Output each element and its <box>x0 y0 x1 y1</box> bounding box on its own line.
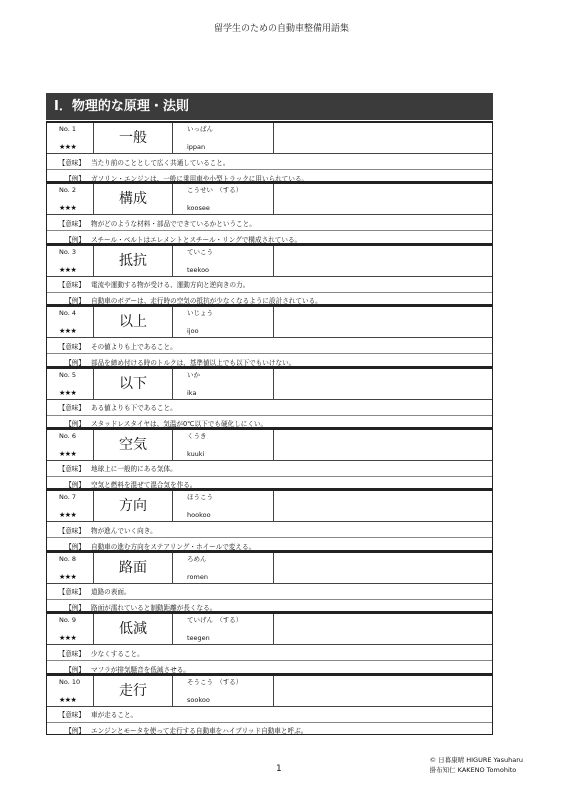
entry-romaji: kuuki <box>187 449 205 458</box>
entry-number-cell <box>47 491 94 521</box>
entry-header-row <box>47 430 492 461</box>
entry-term: 空気 <box>94 430 173 460</box>
meaning-text: ある値よりも下であること。 <box>91 404 177 413</box>
entry-term: 以下 <box>94 369 173 399</box>
entry-number-cell <box>47 369 94 399</box>
entry-kana: いっぱん <box>187 125 213 133</box>
glossary-entry <box>46 305 493 366</box>
entry-number-cell <box>47 184 94 214</box>
entry-header-row <box>47 491 492 522</box>
entry-term: 抵抗 <box>94 246 173 276</box>
example-tag: 【例】 <box>65 235 85 244</box>
star-rating: ★★★ <box>59 143 77 151</box>
glossary-entry <box>46 367 493 428</box>
entry-number: No. 5 <box>59 370 76 379</box>
entry-kana: こうせい （する） <box>187 186 243 195</box>
star-rating: ★★★ <box>59 695 77 704</box>
entry-romaji: ika <box>187 388 197 397</box>
entry-header-row <box>47 553 492 584</box>
entry-romaji: teekoo <box>187 265 210 274</box>
star-rating: ★★★ <box>59 572 77 581</box>
example-tag: 【例】 <box>65 420 85 429</box>
star-rating: ★★★ <box>59 265 77 274</box>
meaning-row <box>47 277 492 293</box>
glossary-entry <box>46 612 493 673</box>
entry-term: 一般 <box>94 123 173 153</box>
entry-number-cell <box>47 246 94 276</box>
example-text: マフラが排気騒音を低減させる。 <box>91 665 190 674</box>
meaning-row <box>47 522 492 538</box>
entry-reading-cell <box>173 307 274 337</box>
glossary-entry <box>46 674 493 735</box>
entry-number: No. 1 <box>59 125 76 133</box>
example-row <box>47 723 492 738</box>
example-tag: 【例】 <box>65 727 85 736</box>
entry-header-row <box>47 123 492 154</box>
entry-notes-cell <box>274 184 492 214</box>
entry-term: 方向 <box>94 491 173 521</box>
entry-notes-cell <box>274 369 492 399</box>
example-text: ガソリン・エンジンは、一般に乗用車や小型トラックに用いられている。 <box>91 174 309 183</box>
entry-reading-cell <box>173 553 274 583</box>
meaning-tag: 【意味】 <box>58 342 85 351</box>
entry-notes-cell <box>274 246 492 276</box>
entry-term: 走行 <box>94 676 173 706</box>
entry-kana: ほうこう <box>187 493 213 502</box>
entry-romaji: teegen <box>187 634 210 643</box>
meaning-tag: 【意味】 <box>58 404 85 413</box>
entry-number: No. 6 <box>59 431 76 440</box>
meaning-text: 地球上に一般的にある気体。 <box>91 465 177 474</box>
entry-number: No. 9 <box>59 616 76 625</box>
entry-number-cell <box>47 430 94 460</box>
meaning-row <box>47 584 492 600</box>
example-tag: 【例】 <box>65 542 85 551</box>
meaning-text: 電流や運動する物が受ける、運動方向と逆向きの力。 <box>91 281 250 290</box>
entry-number: No. 7 <box>59 493 76 502</box>
entry-kana: ていこう <box>187 247 213 256</box>
entry-romaji: romen <box>187 572 208 581</box>
entry-kana: ろめん <box>187 554 207 563</box>
example-text: スチール・ベルトはエレメントとスチール・リングで構成されている。 <box>91 235 302 244</box>
entry-reading-cell <box>173 246 274 276</box>
entry-kana: ていげん （する） <box>187 616 243 625</box>
entry-reading-cell <box>173 184 274 214</box>
credit-line-1: © 日暮康晴 HIGURE Yasuharu <box>429 756 523 764</box>
entry-header-row <box>47 614 492 645</box>
glossary-entry <box>46 551 493 612</box>
entry-reading-cell <box>173 430 274 460</box>
meaning-tag: 【意味】 <box>58 281 85 290</box>
entry-romaji: hookoo <box>187 511 211 520</box>
example-text: 自動車のボデーは、走行時の空気の抵抗が少なくなるように設計されている。 <box>91 297 322 306</box>
entry-header-row <box>47 369 492 400</box>
meaning-row <box>47 154 492 170</box>
meaning-text: 物が進んでいく向き。 <box>91 526 157 535</box>
entry-kana: そうこう （する） <box>187 677 243 686</box>
star-rating: ★★★ <box>59 204 77 213</box>
entry-notes-cell <box>274 614 492 644</box>
entry-kana: いか <box>187 370 200 379</box>
glossary-entry <box>46 244 493 305</box>
document-title: 留学生のための自動車整備用語集 <box>213 24 349 34</box>
meaning-text: 当たり前のこととして広く共通していること。 <box>91 158 230 167</box>
example-tag: 【例】 <box>65 604 85 613</box>
entry-header-row <box>47 676 492 707</box>
meaning-text: 車が走ること。 <box>91 711 138 720</box>
entry-notes-cell <box>274 430 492 460</box>
meaning-tag: 【意味】 <box>58 465 85 474</box>
entry-header-row <box>47 246 492 277</box>
meaning-text: 道路の表面。 <box>91 588 131 597</box>
star-rating: ★★★ <box>59 388 77 397</box>
meaning-tag: 【意味】 <box>58 219 85 228</box>
meaning-row <box>47 215 492 231</box>
entry-romaji: ippan <box>187 143 206 151</box>
entry-header-row <box>47 307 492 338</box>
entry-number: No. 4 <box>59 309 76 318</box>
star-rating: ★★★ <box>59 634 77 643</box>
example-tag: 【例】 <box>65 665 85 674</box>
entry-reading-cell <box>173 614 274 644</box>
entry-term: 以上 <box>94 307 173 337</box>
meaning-row <box>47 707 492 723</box>
example-text: 自動車の進む方向をステアリング・ホイールで変える。 <box>91 542 256 551</box>
meaning-text: その値よりも上であること。 <box>91 342 177 351</box>
entry-notes-cell <box>274 553 492 583</box>
section-header: Ⅰ．物理的な原理・法則 <box>46 93 493 120</box>
glossary-entries <box>46 121 493 735</box>
entry-number-cell <box>47 676 94 706</box>
example-tag: 【例】 <box>65 297 85 306</box>
meaning-tag: 【意味】 <box>58 588 85 597</box>
entry-term: 路面 <box>94 553 173 583</box>
page-number: 1 <box>276 764 282 774</box>
entry-notes-cell <box>274 123 492 153</box>
entry-header-row <box>47 184 492 215</box>
entry-reading-cell <box>173 676 274 706</box>
entry-kana: いじょう <box>187 309 213 318</box>
star-rating: ★★★ <box>59 449 77 458</box>
entry-number: No. 10 <box>59 677 81 686</box>
meaning-row <box>47 338 492 354</box>
glossary-entry <box>46 182 493 243</box>
entry-number-cell <box>47 553 94 583</box>
meaning-tag: 【意味】 <box>58 711 85 720</box>
glossary-entry <box>46 121 493 182</box>
star-rating: ★★★ <box>59 327 77 336</box>
entry-reading-cell <box>173 491 274 521</box>
entry-number-cell <box>47 123 94 153</box>
entry-number-cell <box>47 307 94 337</box>
example-tag: 【例】 <box>65 481 85 490</box>
entry-reading-cell <box>173 369 274 399</box>
entry-number: No. 2 <box>59 186 76 195</box>
star-rating: ★★★ <box>59 511 77 520</box>
meaning-tag: 【意味】 <box>58 158 85 167</box>
entry-romaji: ijoo <box>187 327 199 336</box>
meaning-tag: 【意味】 <box>58 649 85 658</box>
example-text: スタッドレスタイヤは、気温が0℃以下でも硬化しにくい。 <box>91 420 268 429</box>
meaning-row <box>47 400 492 416</box>
meaning-row <box>47 461 492 477</box>
example-tag: 【例】 <box>65 174 85 183</box>
entry-romaji: sookoo <box>187 695 210 704</box>
example-tag: 【例】 <box>65 358 85 367</box>
entry-notes-cell <box>274 307 492 337</box>
example-text: 空気と燃料を混ぜて混合気を作る。 <box>91 481 197 490</box>
entry-number: No. 3 <box>59 247 76 256</box>
meaning-row <box>47 645 492 661</box>
glossary-entry <box>46 428 493 489</box>
entry-reading-cell <box>173 123 274 153</box>
entry-term: 構成 <box>94 184 173 214</box>
entry-romaji: koosee <box>187 204 210 213</box>
credits <box>430 755 523 775</box>
entry-number-cell <box>47 614 94 644</box>
example-text: 部品を締め付ける時のトルクは、基準値以上でも以下でもいけない。 <box>91 358 296 367</box>
meaning-text: 物がどのような材料・部品でできているかということ。 <box>91 219 256 228</box>
entry-kana: くうき <box>187 431 207 440</box>
glossary-entry <box>46 489 493 550</box>
meaning-tag: 【意味】 <box>58 526 85 535</box>
entry-notes-cell <box>274 676 492 706</box>
credit-line-2: 掛布知仁 KAKENO Tomohito <box>429 766 517 774</box>
entry-notes-cell <box>274 491 492 521</box>
entry-term: 低減 <box>94 614 173 644</box>
entry-number: No. 8 <box>59 554 76 563</box>
meaning-text: 少なくすること。 <box>91 649 144 658</box>
example-text: エンジンとモータを使って走行する自動車をハイブリッド自動車と呼ぶ。 <box>91 727 308 736</box>
example-text: 路面が濡れていると制動距離が長くなる。 <box>91 604 217 613</box>
